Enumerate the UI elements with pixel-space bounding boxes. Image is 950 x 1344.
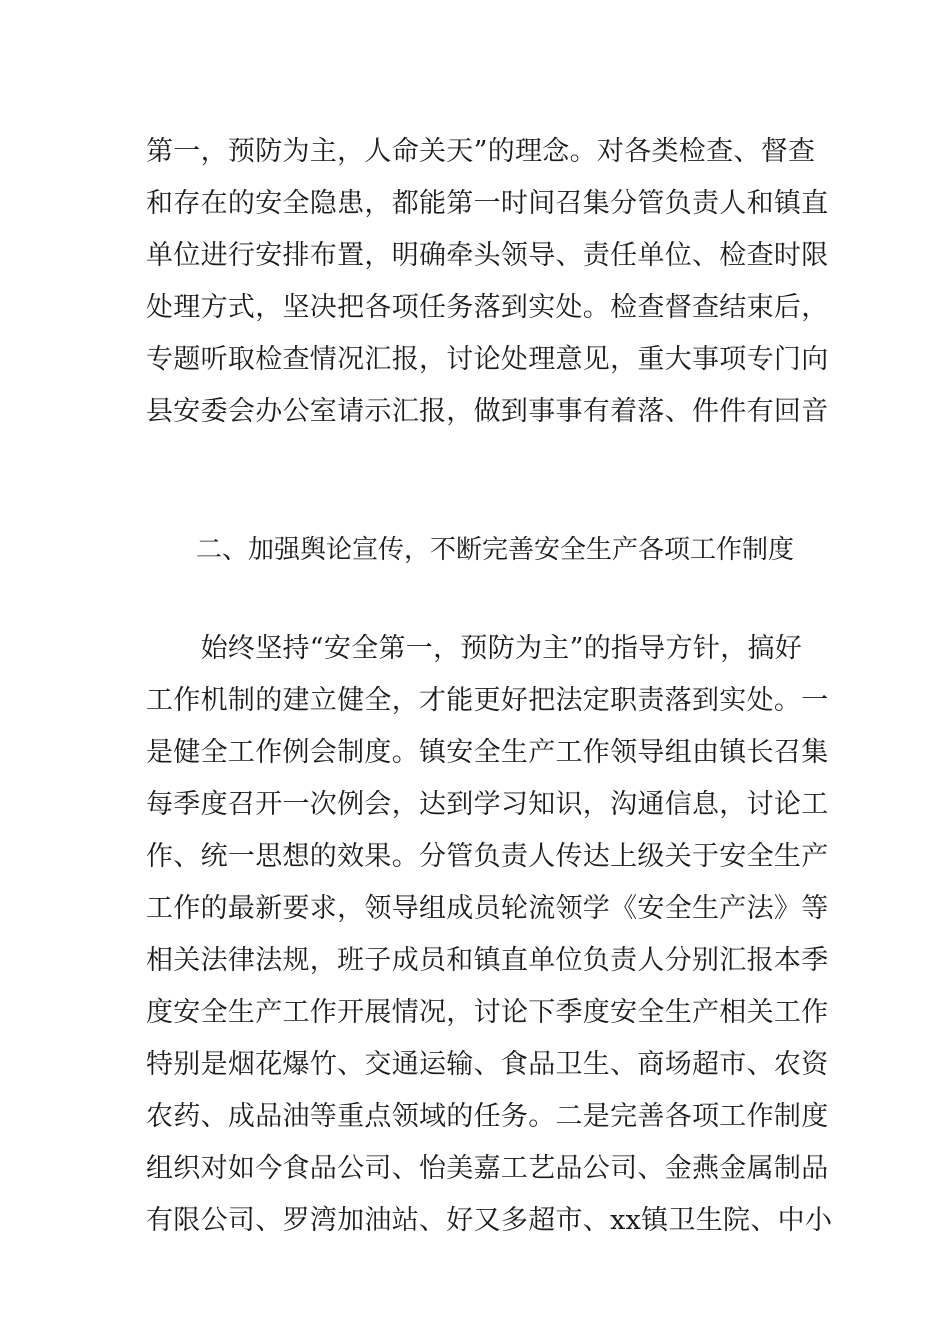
- paragraph-1-line: 和存在的安全隐患，都能第一时间召集分管负责人和镇直: [146, 188, 829, 219]
- paragraph-1-line: 处理方式，坚决把各项任务落到实处。检查督查结束后，: [146, 292, 829, 323]
- paragraph-2-line: 特别是烟花爆竹、交通运输、食品卫生、商场超市、农资: [146, 1049, 829, 1080]
- section-heading: 二、加强舆论宣传，不断完善安全生产各项工作制度: [196, 535, 795, 565]
- paragraph-2-line: 组织对如今食品公司、怡美嘉工艺品公司、金燕金属制品: [146, 1153, 829, 1184]
- paragraph-2-line: 相关法律法规，班子成员和镇直单位负责人分别汇报本季: [146, 945, 829, 976]
- paragraph-1-line: 专题听取检查情况汇报，讨论处理意见，重大事项专门向: [146, 344, 829, 375]
- paragraph-2-line: 有限公司、罗湾加油站、好又多超市、xx镇卫生院、中小: [146, 1205, 833, 1236]
- paragraph-2-line: 是健全工作例会制度。镇安全生产工作领导组由镇长召集: [146, 737, 829, 768]
- paragraph-1-line: 单位进行安排布置，明确牵头领导、责任单位、检查时限: [146, 240, 829, 271]
- paragraph-2-line: 工作机制的建立健全，才能更好把法定职责落到实处。一: [146, 685, 829, 716]
- paragraph-2-line: 农药、成品油等重点领域的任务。二是完善各项工作制度: [146, 1101, 829, 1132]
- paragraph-2-line: 工作的最新要求，领导组成员轮流领学《安全生产法》等: [146, 893, 829, 924]
- paragraph-2-line: 始终坚持“安全第一，预防为主”的指导方针，搞好: [146, 633, 803, 664]
- paragraph-2-line: 度安全生产工作开展情况，讨论下季度安全生产相关工作: [146, 997, 829, 1028]
- paragraph-2-line: 每季度召开一次例会，达到学习知识，沟通信息，讨论工: [146, 789, 829, 820]
- paragraph-2-line: 作、统一思想的效果。分管负责人传达上级关于安全生产: [146, 841, 829, 872]
- paragraph-1-line: 第一，预防为主，人命关天”的理念。对各类检查、督查: [146, 136, 816, 167]
- paragraph-1-line: 县安委会办公室请示汇报，做到事事有着落、件件有回音: [146, 396, 829, 427]
